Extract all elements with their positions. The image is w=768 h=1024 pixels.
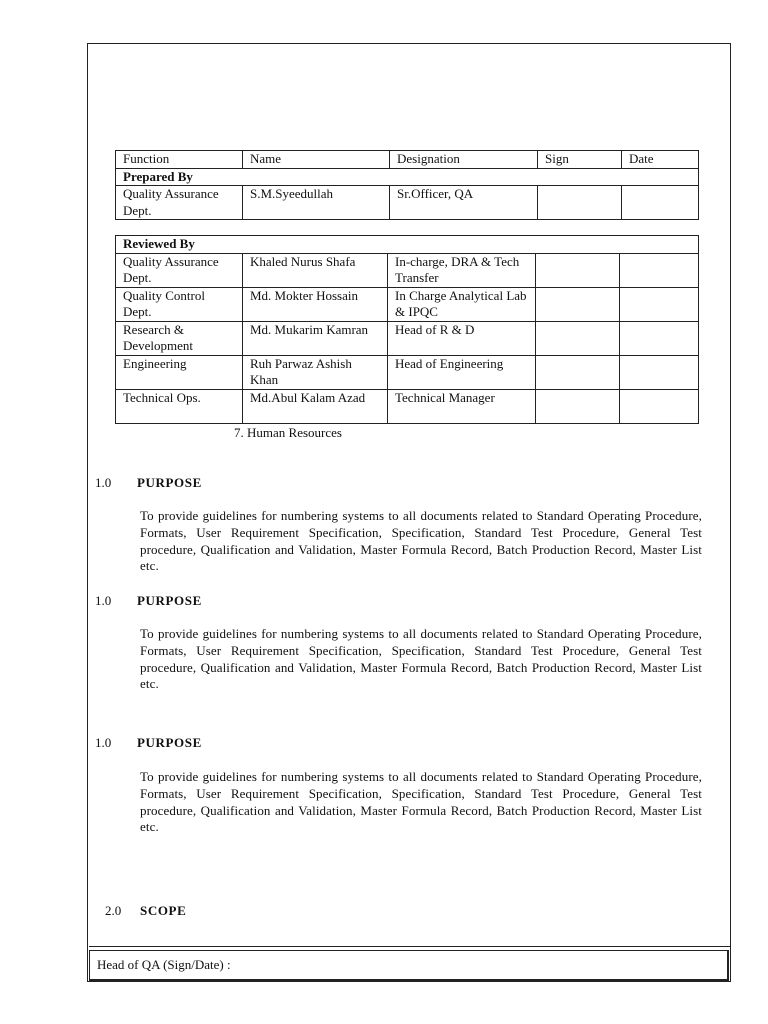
sign-cell[interactable] <box>536 253 620 287</box>
section-title: PURPOSE <box>137 735 202 750</box>
table-row <box>116 287 699 321</box>
header-date: Date <box>622 151 699 169</box>
section-title: PURPOSE <box>137 475 202 490</box>
reviewed-by-table <box>115 235 699 424</box>
function-cell: Engineering <box>116 355 243 389</box>
table-row <box>116 355 699 389</box>
date-cell[interactable] <box>620 389 699 423</box>
reviewed-by-label: Reviewed By <box>116 236 699 254</box>
table-row <box>116 253 699 287</box>
sign-cell[interactable] <box>536 287 620 321</box>
section-body: To provide guidelines for numbering systems to all documents related to Standard Operating Procedure, Formats, User Requirement Specification, Specification, Standard Test Procedure, General Test procedure, Qualification and Validation, Master Formula Record, Batch Production Record, Master List etc. <box>140 769 702 835</box>
section-number: 2.0 <box>105 903 122 918</box>
date-cell[interactable] <box>620 253 699 287</box>
name-cell: S.M.Syeedullah <box>243 186 390 220</box>
date-cell[interactable] <box>620 321 699 355</box>
sign-cell[interactable] <box>536 321 620 355</box>
table-row <box>116 389 699 423</box>
section-number: 1.0 <box>95 735 112 750</box>
sign-cell[interactable] <box>536 355 620 389</box>
function-cell: Quality Assurance Dept. <box>116 253 243 287</box>
function-cell: Research & Development <box>116 321 243 355</box>
footer-divider <box>89 946 731 947</box>
function-cell: Quality Assurance Dept. <box>116 186 243 220</box>
header-name: Name <box>243 151 390 169</box>
date-cell[interactable] <box>620 287 699 321</box>
section-title: PURPOSE <box>137 593 202 608</box>
prepared-by-label-row <box>116 168 699 186</box>
head-of-qa-sign-field[interactable]: Head of QA (Sign/Date) : <box>97 957 231 972</box>
name-cell: Md.Abul Kalam Azad <box>243 389 388 423</box>
table-header-row <box>116 151 699 169</box>
section-number: 1.0 <box>95 475 112 490</box>
reviewed-by-label-row <box>116 236 699 254</box>
name-cell: Md. Mukarim Kamran <box>243 321 388 355</box>
date-cell[interactable] <box>620 355 699 389</box>
name-cell: Ruh Parwaz Ashish Khan <box>243 355 388 389</box>
name-cell: Khaled Nurus Shafa <box>243 253 388 287</box>
section-body: To provide guidelines for numbering systems to all documents related to Standard Operating Procedure, Formats, User Requirement Specification, Specification, Standard Test Procedure, General Test procedure, Qualification and Validation, Master Formula Record, Batch Production Record, Master List etc. <box>140 626 702 692</box>
designation-cell: Head of Engineering <box>388 355 536 389</box>
header-function: Function <box>116 151 243 169</box>
sign-cell[interactable] <box>538 186 622 220</box>
human-resources-note: 7. Human Resources <box>234 425 342 440</box>
section-body: To provide guidelines for numbering systems to all documents related to Standard Operating Procedure, Formats, User Requirement Specification, Specification, Standard Test Procedure, General Test procedure, Qualification and Validation, Master Formula Record, Batch Production Record, Master List etc. <box>140 508 702 574</box>
sign-cell[interactable] <box>536 389 620 423</box>
table-row <box>116 186 699 220</box>
prepared-by-table <box>115 150 699 220</box>
designation-cell: Sr.Officer, QA <box>390 186 538 220</box>
name-cell: Md. Mokter Hossain <box>243 287 388 321</box>
function-cell: Quality Control Dept. <box>116 287 243 321</box>
prepared-by-label: Prepared By <box>116 168 699 186</box>
designation-cell: Head of R & D <box>388 321 536 355</box>
designation-cell: In Charge Analytical Lab & IPQC <box>388 287 536 321</box>
header-sign: Sign <box>538 151 622 169</box>
section-number: 1.0 <box>95 593 112 608</box>
designation-cell: Technical Manager <box>388 389 536 423</box>
table-row <box>116 321 699 355</box>
designation-cell: In-charge, DRA & Tech Transfer <box>388 253 536 287</box>
date-cell[interactable] <box>622 186 699 220</box>
section-title: SCOPE <box>140 903 187 918</box>
header-designation: Designation <box>390 151 538 169</box>
function-cell: Technical Ops. <box>116 389 243 423</box>
